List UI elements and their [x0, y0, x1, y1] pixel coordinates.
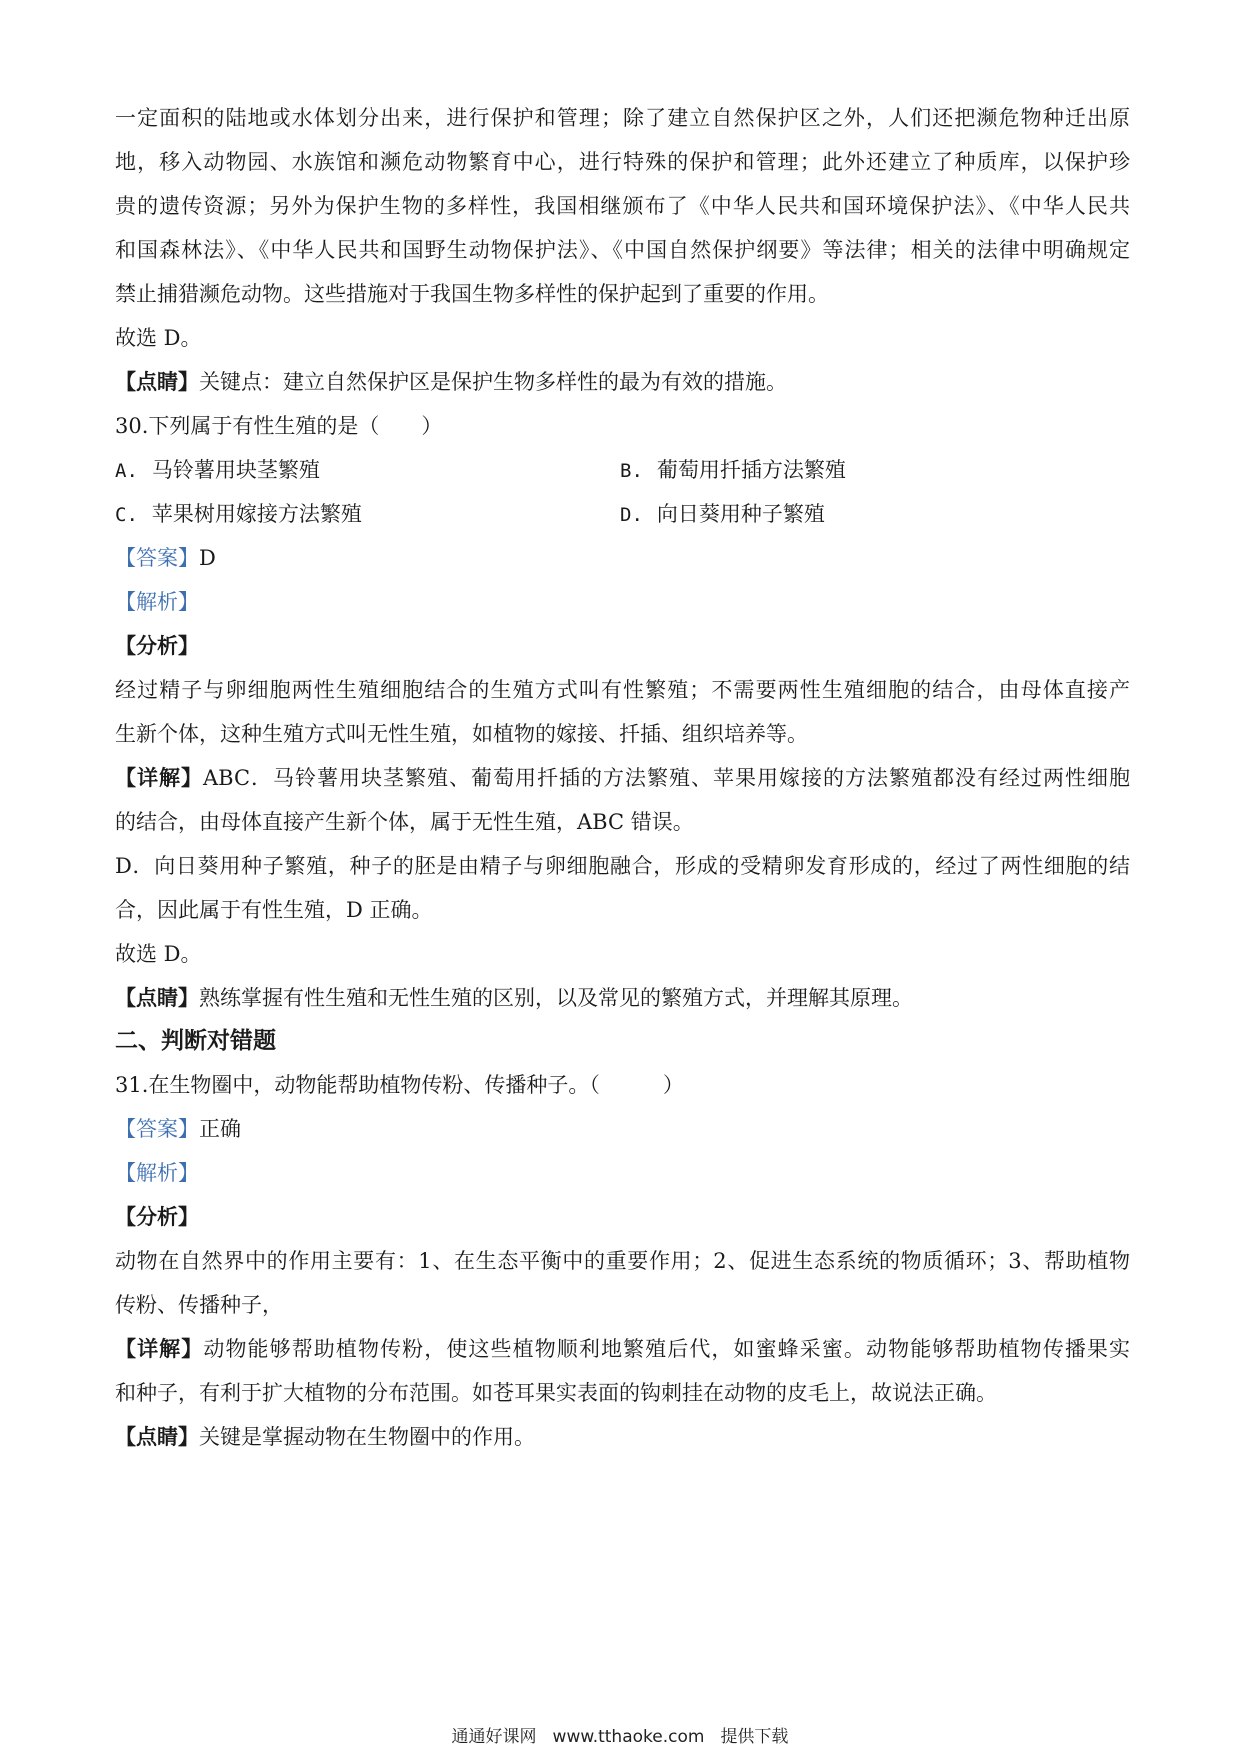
option-text: 马铃薯用块茎繁殖 [151, 458, 320, 482]
tip-text: 熟练掌握有性生殖和无性生殖的区别，以及常见的繁殖方式，并理解其原理。 [199, 986, 913, 1010]
option-letter: B. [620, 460, 643, 482]
tip-text: 关键是掌握动物在生物圈中的作用。 [199, 1425, 535, 1449]
paragraph-line: 的结合，由母体直接产生新个体，属于无性生殖，ABC 错误。 [115, 810, 694, 834]
option-text: 葡萄用扦插方法繁殖 [656, 458, 846, 482]
tip-label: 【点睛】 [115, 985, 199, 1010]
question-stem: 30.下列属于有性生殖的是（ ） [115, 414, 443, 438]
paragraph-line: 动物在自然界中的作用主要有：1、在生态平衡中的重要作用；2、促进生态系统的物质循环；3、帮助植物 [115, 1249, 1130, 1273]
answer-value: D [199, 546, 216, 570]
detail-text: ABC．马铃薯用块茎繁殖、葡萄用扦插的方法繁殖、苹果用嫁接的方法繁殖都没有经过两性细胞 [203, 766, 1130, 790]
option-d [620, 499, 825, 530]
tip-label: 【点睛】 [115, 1424, 199, 1449]
fenxi-label: 【分析】 [115, 1204, 199, 1229]
paragraph-line: 生新个体，这种生殖方式叫无性生殖，如植物的嫁接、扦插、组织培养等。 [115, 722, 808, 746]
detail-label: 【详解】 [115, 765, 203, 790]
footer-site-name: 通通好课网 [451, 1727, 537, 1747]
detail-line [115, 1334, 1130, 1364]
paragraph-line: D．向日葵用种子繁殖，种子的胚是由精子与卵细胞融合，形成的受精卵发育形成的，经过了两性细胞的结 [115, 854, 1130, 878]
tip-label: 【点睛】 [115, 369, 199, 394]
tip-line [115, 367, 1130, 397]
option-b [620, 455, 846, 486]
tip-line [115, 983, 1130, 1013]
paragraph-line: 和国森林法》、《中华人民共和国野生动物保护法》、《中国自然保护纲要》等法律；相关的法律中明确规定 [115, 238, 1130, 262]
option-letter: A. [115, 460, 138, 482]
footer-action: 提供下载 [720, 1727, 789, 1747]
footer-url[interactable]: www.tthaoke.com [552, 1727, 705, 1747]
detail-text: 动物能够帮助植物传粉，使这些植物顺利地繁殖后代，如蜜蜂采蜜。动物能够帮助植物传播果实 [203, 1337, 1130, 1361]
paragraph-line: 经过精子与卵细胞两性生殖细胞结合的生殖方式叫有性繁殖；不需要两性生殖细胞的结合，由母体直接产 [115, 678, 1130, 702]
choice-statement: 故选 D。 [115, 326, 202, 350]
fenxi-label: 【分析】 [115, 633, 199, 658]
option-a [115, 455, 320, 486]
choice-statement: 故选 D。 [115, 942, 202, 966]
option-c [115, 499, 362, 530]
paragraph-line: 禁止捕猎濒危动物。这些措施对于我国生物多样性的保护起到了重要的作用。 [115, 282, 829, 306]
paragraph-line: 传粉、传播种子， [115, 1293, 283, 1317]
tip-line [115, 1422, 1130, 1452]
detail-label: 【详解】 [115, 1336, 204, 1361]
tip-text: 关键点：建立自然保护区是保护生物多样性的最为有效的措施。 [199, 370, 787, 394]
answer-line [115, 543, 1130, 573]
answer-label: 【答案】 [115, 1117, 199, 1141]
paragraph-line: 地，移入动物园、水族馆和濒危动物繁育中心，进行特殊的保护和管理；此外还建立了种质库，以保护珍 [115, 150, 1130, 174]
option-text: 苹果树用嫁接方法繁殖 [151, 502, 362, 526]
detail-line [115, 763, 1130, 793]
analysis-label: 【解析】 [115, 1161, 199, 1185]
answer-label: 【答案】 [115, 546, 199, 570]
page-footer [0, 1726, 1240, 1748]
option-letter: D. [620, 504, 643, 526]
answer-value: 正确 [199, 1117, 241, 1141]
paragraph-line: 贵的遗传资源；另外为保护生物的多样性，我国相继颁布了《中华人民共和国环境保护法》、《中华人民共 [115, 194, 1130, 218]
analysis-label: 【解析】 [115, 590, 199, 614]
section-heading: 二、判断对错题 [115, 1028, 276, 1054]
paragraph-line: 合，因此属于有性生殖，D 正确。 [115, 898, 433, 922]
option-text: 向日葵用种子繁殖 [656, 502, 825, 526]
question-stem: 31.在生物圈中，动物能帮助植物传粉、传播种子。（ ） [115, 1073, 684, 1097]
paragraph-line: 和种子，有利于扩大植物的分布范围。如苍耳果实表面的钩刺挂在动物的皮毛上，故说法正确。 [115, 1381, 997, 1405]
option-letter: C. [115, 504, 138, 526]
answer-line [115, 1114, 1130, 1144]
paragraph-line: 一定面积的陆地或水体划分出来，进行保护和管理；除了建立自然保护区之外，人们还把濒危物种迁出原 [115, 106, 1130, 130]
